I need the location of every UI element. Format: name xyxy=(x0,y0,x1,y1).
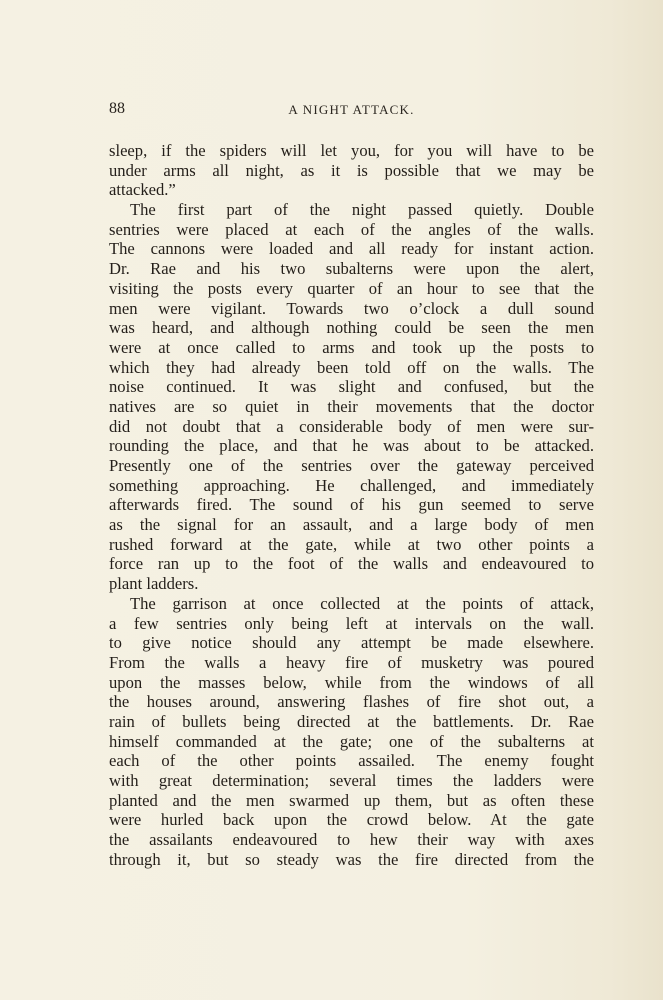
text-line: From the walls a heavy fire of musketry was poured xyxy=(109,652,594,672)
paragraph xyxy=(109,141,594,200)
text-line: a few sentries only being left at intervals on the wall. xyxy=(109,613,594,633)
text-line: afterwards fired. The sound of his gun seemed to serve xyxy=(109,495,594,515)
text-line: upon the masses below, while from the windows of all xyxy=(109,672,594,692)
text-line: attacked.” xyxy=(109,180,176,200)
text-line: did not doubt that a considerable body of men were sur- xyxy=(109,416,594,436)
text-line: were at once called to arms and took up the posts to xyxy=(109,337,594,357)
text-line: Presently one of the sentries over the gateway perceived xyxy=(109,456,594,475)
text-line: sleep, if the spiders will let you, for you will have to be xyxy=(109,141,594,160)
text-line: rounding the place, and that he was about to be attacked. xyxy=(109,436,594,456)
text-line: planted and the men swarmed up them, but as often these xyxy=(109,790,594,810)
text-line: rain of bullets being directed at the battlements. Dr. Rae xyxy=(109,711,594,731)
running-title: A NIGHT ATTACK. xyxy=(288,102,415,117)
text-line: through it, but so steady was the fire directed from the xyxy=(109,849,594,869)
text-line: Dr. Rae and his two subalterns were upon the alert, xyxy=(109,259,594,279)
text-line: was heard, and although nothing could be seen the men xyxy=(109,318,594,338)
text-line: plant ladders. xyxy=(109,574,199,594)
text-line: with great determination; several times the ladders were xyxy=(109,771,594,790)
text-line: to give notice should any attempt be made elsewhere. xyxy=(109,633,594,653)
text-line: natives are so quiet in their movements that the doctor xyxy=(109,396,594,416)
text-line: as the signal for an assault, and a large body of men xyxy=(109,515,594,535)
body-text xyxy=(109,141,594,869)
text-line: rushed forward at the gate, while at two other points a xyxy=(109,534,594,554)
text-line: under arms all night, as it is possible that we may be xyxy=(109,160,594,180)
text-line: men were vigilant. Towards two o’clock a dull sound xyxy=(109,298,594,318)
text-line: himself commanded at the gate; one of the subalterns at xyxy=(109,731,594,751)
text-line: visiting the posts every quarter of an hour to see that the xyxy=(109,278,594,298)
text-line: The garrison at once collected at the points of attack, xyxy=(130,593,594,613)
text-line: sentries were placed at each of the angles of the walls. xyxy=(109,219,594,239)
text-line: something approaching. He challenged, and immediately xyxy=(109,475,594,495)
text-line: The cannons were loaded and all ready for instant action. xyxy=(109,239,594,259)
text-line: which they had already been told off on the walls. The xyxy=(109,357,594,377)
text-line: noise continued. It was slight and confused, but the xyxy=(109,377,594,397)
page-header xyxy=(109,100,594,122)
paragraph xyxy=(109,200,594,594)
text-line: the assailants endeavoured to hew their way with axes xyxy=(109,830,594,850)
text-line: each of the other points assailed. The enemy fought xyxy=(109,751,594,771)
text-line: force ran up to the foot of the walls and endeavoured to xyxy=(109,554,594,574)
text-line: The first part of the night passed quietly. Double xyxy=(130,200,594,220)
paragraph xyxy=(109,594,594,870)
text-line: were hurled back upon the crowd below. At the gate xyxy=(109,810,594,830)
page-number: 88 xyxy=(109,100,125,117)
text-line: the houses around, answering flashes of fire shot out, a xyxy=(109,692,594,712)
